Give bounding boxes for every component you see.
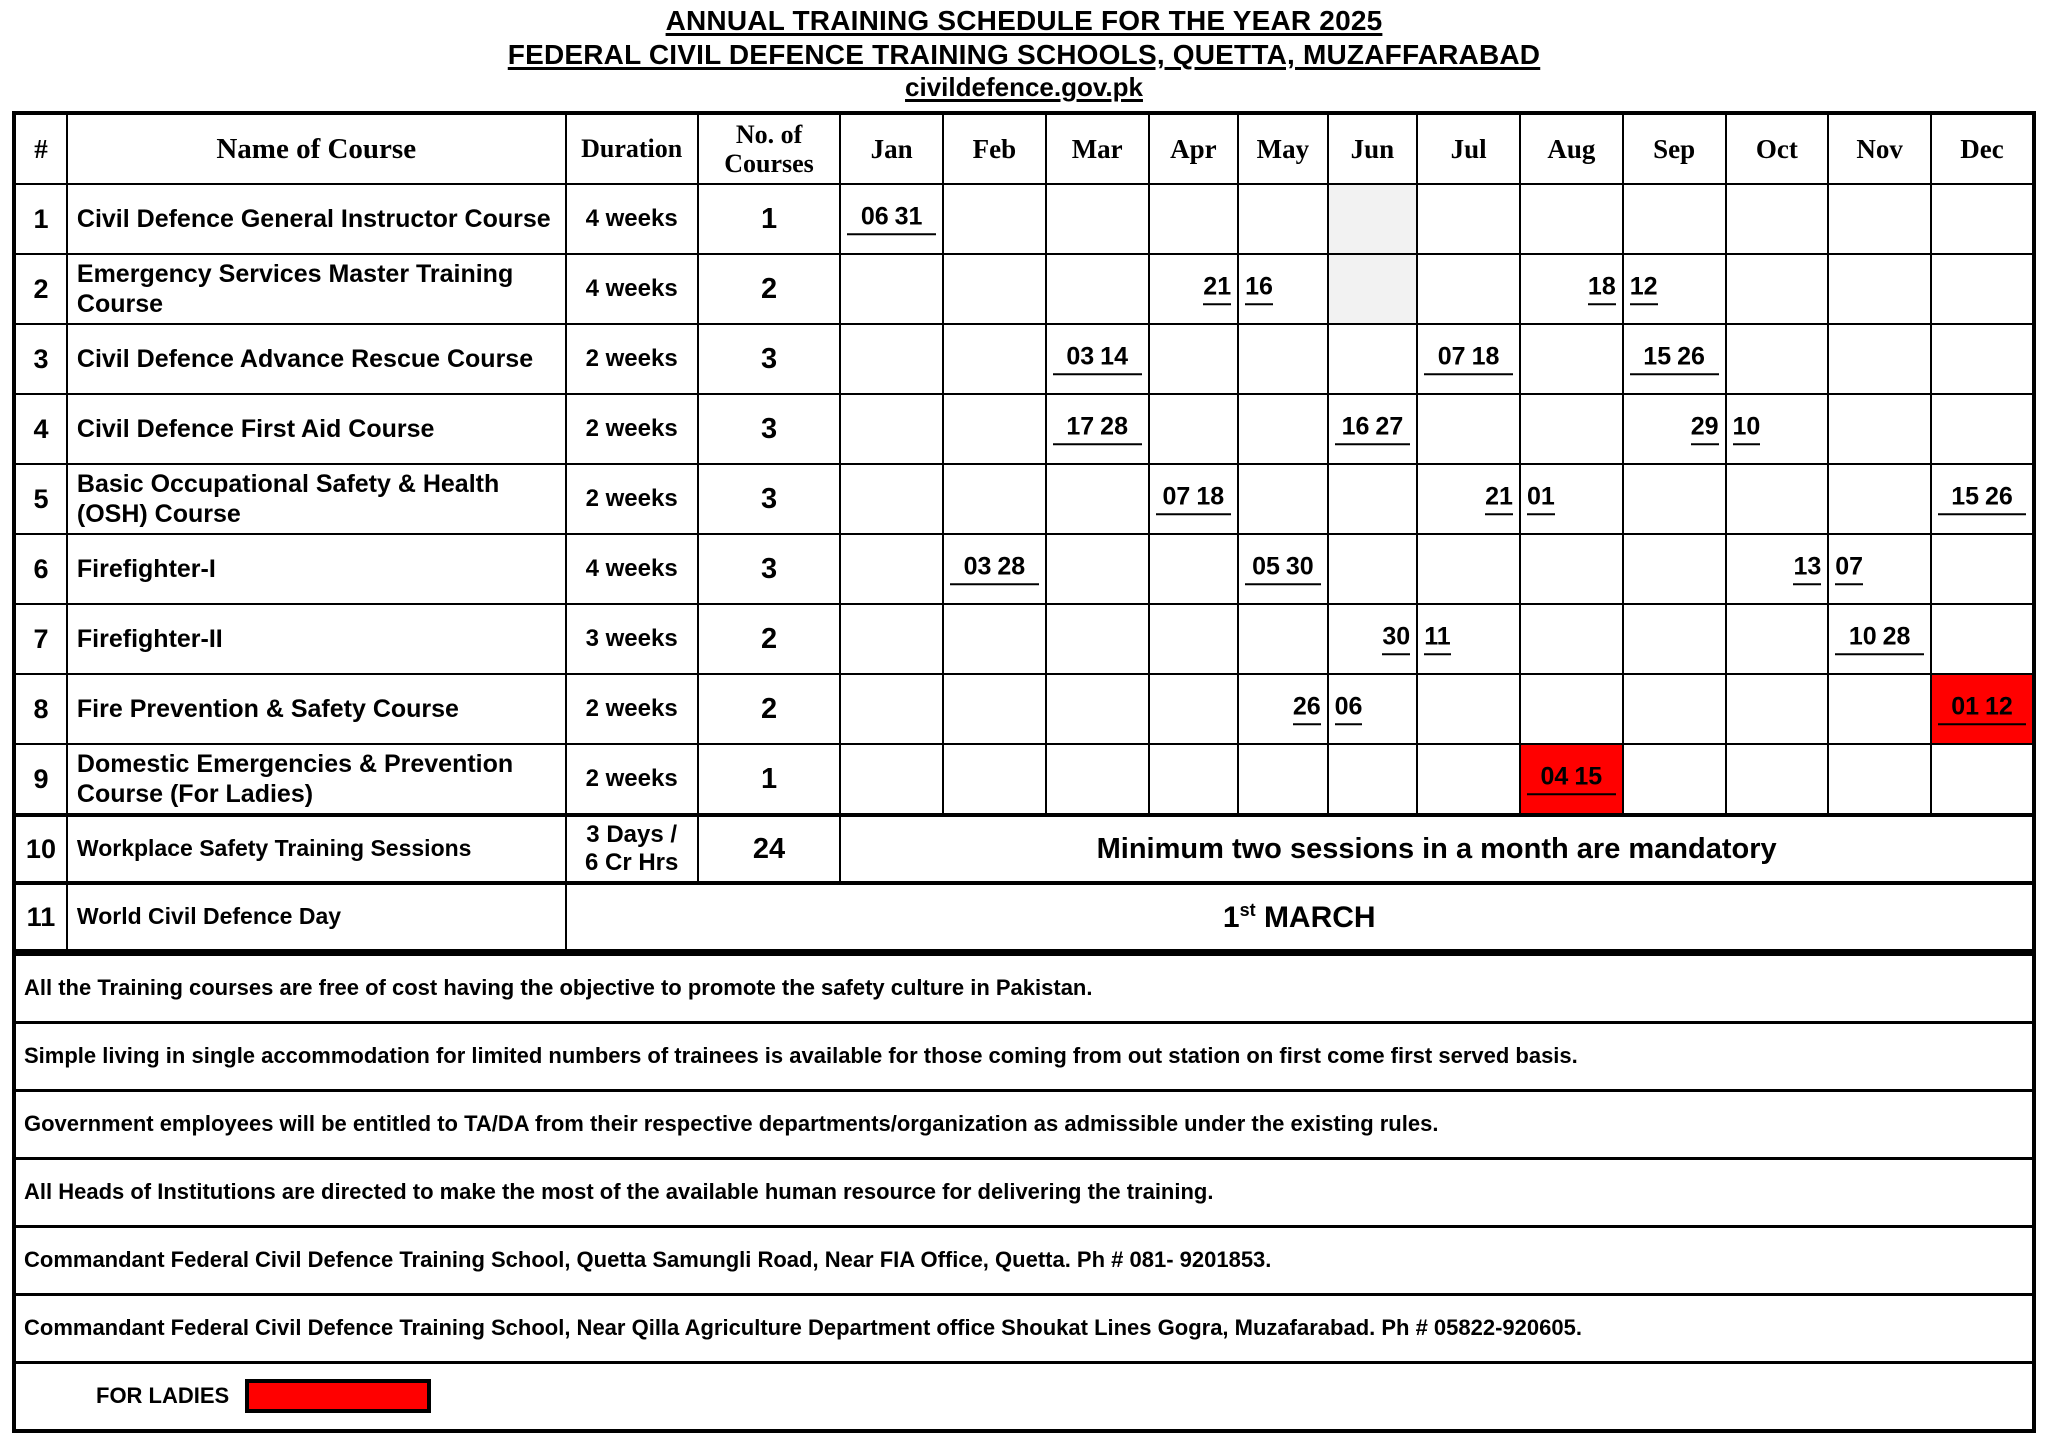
month-cell-apr — [1149, 604, 1239, 674]
header-month-feb: Feb — [943, 113, 1046, 184]
legend-label: FOR LADIES — [96, 1383, 230, 1409]
month-cell-jan — [840, 254, 943, 324]
month-cell-apr — [1149, 184, 1239, 254]
date-mark: 12 — [1630, 273, 1658, 305]
course-duration: 3 weeks — [566, 604, 698, 674]
course-name: Civil Defence Advance Rescue Course — [67, 324, 566, 394]
header-duration: Duration — [566, 113, 698, 184]
month-cell-aug — [1520, 744, 1623, 815]
table-row — [14, 184, 2034, 254]
header-month-dec: Dec — [1931, 113, 2034, 184]
month-cell-oct — [1726, 744, 1829, 815]
month-cell-apr — [1149, 534, 1239, 604]
month-cell-nov — [1828, 534, 1931, 604]
date-mark: 07 18 — [1156, 483, 1232, 515]
note-text: Government employees will be entitled to TA/DA from their respective departments/organization as admissible under the existing rules. — [14, 1091, 2034, 1159]
month-cell-oct — [1726, 184, 1829, 254]
month-cell-jan — [840, 464, 943, 534]
month-cell-aug — [1520, 464, 1623, 534]
month-cell-may — [1238, 394, 1328, 464]
month-cell-mar — [1046, 674, 1149, 744]
note-row — [14, 955, 2034, 1023]
month-cell-may — [1238, 534, 1328, 604]
table-row — [14, 604, 2034, 674]
table-row — [14, 394, 2034, 464]
month-cell-dec — [1931, 604, 2034, 674]
header-month-sep: Sep — [1623, 113, 1726, 184]
month-cell-nov — [1828, 184, 1931, 254]
month-cell-nov — [1828, 674, 1931, 744]
no-of-courses: 1 — [698, 184, 840, 254]
month-cell-nov — [1828, 744, 1931, 815]
document-header — [12, 0, 2036, 104]
row-number: 11 — [14, 883, 67, 951]
table-row — [14, 464, 2034, 534]
month-cell-sep — [1623, 674, 1726, 744]
no-of-courses: 1 — [698, 744, 840, 815]
row-number: 7 — [14, 604, 67, 674]
month-cell-jul — [1417, 464, 1520, 534]
date-mark: 01 — [1527, 483, 1555, 515]
notes-table — [12, 953, 2036, 1433]
date-mark: 15 26 — [1938, 483, 2026, 515]
course-duration: 4 weeks — [566, 184, 698, 254]
note-text: Commandant Federal Civil Defence Training School, Near Qilla Agriculture Department office Shoukat Lines Gogra, Muzafarabad. Ph # 05822-920605. — [14, 1295, 2034, 1363]
date-mark: 18 — [1588, 273, 1616, 305]
month-cell-oct — [1726, 394, 1829, 464]
row-number: 3 — [14, 324, 67, 394]
month-cell-sep — [1623, 394, 1726, 464]
month-cell-jul — [1417, 674, 1520, 744]
workplace-sessions-note: Minimum two sessions in a month are mandatory — [840, 815, 2034, 883]
month-cell-nov — [1828, 394, 1931, 464]
note-row — [14, 1023, 2034, 1091]
row-number: 4 — [14, 394, 67, 464]
month-cell-mar — [1046, 324, 1149, 394]
date-mark: 21 — [1203, 273, 1231, 305]
course-name: Basic Occupational Safety & Health (OSH) Course — [67, 464, 566, 534]
month-cell-jan — [840, 744, 943, 815]
date-mark: 05 30 — [1245, 553, 1321, 585]
month-cell-oct — [1726, 534, 1829, 604]
row-number: 9 — [14, 744, 67, 815]
no-of-courses: 2 — [698, 604, 840, 674]
no-of-courses: 3 — [698, 324, 840, 394]
month-cell-sep — [1623, 254, 1726, 324]
month-cell-oct — [1726, 254, 1829, 324]
month-cell-jun — [1328, 744, 1418, 815]
no-of-courses: 3 — [698, 464, 840, 534]
date-mark: 26 — [1293, 693, 1321, 725]
month-cell-oct — [1726, 604, 1829, 674]
month-cell-dec — [1931, 184, 2034, 254]
month-cell-apr — [1149, 464, 1239, 534]
month-cell-sep — [1623, 464, 1726, 534]
month-cell-oct — [1726, 324, 1829, 394]
month-cell-nov — [1828, 604, 1931, 674]
row-number: 6 — [14, 534, 67, 604]
course-duration: 4 weeks — [566, 534, 698, 604]
month-cell-jan — [840, 604, 943, 674]
month-cell-may — [1238, 674, 1328, 744]
month-cell-jul — [1417, 254, 1520, 324]
month-cell-sep — [1623, 534, 1726, 604]
month-cell-dec — [1931, 254, 2034, 324]
table-row — [14, 324, 2034, 394]
table-row — [14, 254, 2034, 324]
date-mark: 06 — [1335, 693, 1363, 725]
month-cell-oct — [1726, 464, 1829, 534]
row-number: 2 — [14, 254, 67, 324]
row-number: 8 — [14, 674, 67, 744]
month-cell-sep — [1623, 604, 1726, 674]
month-cell-may — [1238, 604, 1328, 674]
month-cell-jun — [1328, 394, 1418, 464]
note-row — [14, 1227, 2034, 1295]
table-row — [14, 534, 2034, 604]
month-cell-jul — [1417, 744, 1520, 815]
month-cell-jan — [840, 324, 943, 394]
month-cell-mar — [1046, 394, 1149, 464]
title-line-2: FEDERAL CIVIL DEFENCE TRAINING SCHOOLS, QUETTA, MUZAFFARABAD — [507, 39, 1541, 71]
row-number: 5 — [14, 464, 67, 534]
table-row — [14, 883, 2034, 951]
month-cell-mar — [1046, 604, 1149, 674]
header-number: # — [14, 113, 67, 184]
month-cell-dec — [1931, 744, 2034, 815]
header-month-may: May — [1238, 113, 1328, 184]
website-url: civildefence.gov.pk — [905, 72, 1143, 103]
header-no-of-courses: No. of Courses — [698, 113, 840, 184]
month-cell-may — [1238, 744, 1328, 815]
month-cell-nov — [1828, 254, 1931, 324]
month-cell-jun — [1328, 254, 1418, 324]
month-cell-jun — [1328, 604, 1418, 674]
course-name: Civil Defence General Instructor Course — [67, 184, 566, 254]
date-mark: 13 — [1793, 553, 1821, 585]
course-duration: 2 weeks — [566, 674, 698, 744]
course-name: Workplace Safety Training Sessions — [67, 815, 566, 883]
header-month-mar: Mar — [1046, 113, 1149, 184]
month-cell-sep — [1623, 184, 1726, 254]
month-cell-feb — [943, 254, 1046, 324]
month-cell-jan — [840, 394, 943, 464]
month-cell-feb — [943, 744, 1046, 815]
note-row — [14, 1091, 2034, 1159]
course-name: Firefighter-I — [67, 534, 566, 604]
date-mark: 04 15 — [1527, 763, 1616, 795]
header-course-name: Name of Course — [67, 113, 566, 184]
date-mark: 15 26 — [1630, 343, 1719, 375]
header-month-apr: Apr — [1149, 113, 1239, 184]
month-cell-may — [1238, 324, 1328, 394]
month-cell-aug — [1520, 394, 1623, 464]
month-cell-sep — [1623, 744, 1726, 815]
legend-row — [14, 1363, 2034, 1431]
month-cell-jan — [840, 184, 943, 254]
month-cell-jun — [1328, 184, 1418, 254]
date-mark: 16 — [1245, 273, 1273, 305]
training-schedule-table — [12, 111, 2036, 953]
date-mark: 11 — [1424, 623, 1450, 655]
month-cell-apr — [1149, 324, 1239, 394]
course-name: Fire Prevention & Safety Course — [67, 674, 566, 744]
month-cell-aug — [1520, 604, 1623, 674]
month-cell-jul — [1417, 184, 1520, 254]
month-cell-aug — [1520, 184, 1623, 254]
date-mark: 30 — [1382, 623, 1410, 655]
course-name: Civil Defence First Aid Course — [67, 394, 566, 464]
no-of-courses: 2 — [698, 254, 840, 324]
note-text: All Heads of Institutions are directed to make the most of the available human resource for delivering the training. — [14, 1159, 2034, 1227]
no-of-courses: 24 — [698, 815, 840, 883]
date-mark: 01 12 — [1938, 693, 2026, 725]
date-mark: 29 — [1691, 413, 1719, 445]
legend-red-swatch — [245, 1379, 431, 1413]
month-cell-mar — [1046, 254, 1149, 324]
month-cell-feb — [943, 604, 1046, 674]
month-cell-may — [1238, 254, 1328, 324]
month-cell-dec — [1931, 464, 2034, 534]
month-cell-feb — [943, 464, 1046, 534]
month-cell-may — [1238, 184, 1328, 254]
month-cell-jun — [1328, 324, 1418, 394]
table-row — [14, 674, 2034, 744]
row-number: 1 — [14, 184, 67, 254]
month-cell-dec — [1931, 394, 2034, 464]
date-mark: 03 28 — [950, 553, 1039, 585]
month-cell-dec — [1931, 674, 2034, 744]
date-mark: 10 28 — [1835, 623, 1924, 655]
no-of-courses: 3 — [698, 394, 840, 464]
notes-body — [14, 955, 2034, 1431]
month-cell-may — [1238, 464, 1328, 534]
table-row — [14, 815, 2034, 883]
month-cell-jan — [840, 534, 943, 604]
header-month-jan: Jan — [840, 113, 943, 184]
no-of-courses: 3 — [698, 534, 840, 604]
month-cell-aug — [1520, 324, 1623, 394]
date-mark: 16 27 — [1335, 413, 1411, 445]
month-cell-nov — [1828, 324, 1931, 394]
header-month-aug: Aug — [1520, 113, 1623, 184]
date-mark: 03 14 — [1053, 343, 1142, 375]
month-cell-jul — [1417, 324, 1520, 394]
month-cell-feb — [943, 674, 1046, 744]
month-cell-feb — [943, 324, 1046, 394]
header-month-nov: Nov — [1828, 113, 1931, 184]
month-cell-jul — [1417, 604, 1520, 674]
month-cell-apr — [1149, 394, 1239, 464]
month-cell-feb — [943, 534, 1046, 604]
month-cell-feb — [943, 184, 1046, 254]
note-text: Commandant Federal Civil Defence Training School, Quetta Samungli Road, Near FIA Office, Quetta. Ph # 081- 9201853. — [14, 1227, 2034, 1295]
no-of-courses: 2 — [698, 674, 840, 744]
month-cell-nov — [1828, 464, 1931, 534]
month-cell-dec — [1931, 324, 2034, 394]
legend-cell — [14, 1363, 2034, 1431]
month-cell-dec — [1931, 534, 2034, 604]
note-text: Simple living in single accommodation for limited numbers of trainees is available for those coming from out station on first come first served basis. — [14, 1023, 2034, 1091]
date-mark: 07 18 — [1424, 343, 1513, 375]
table-header-row — [14, 113, 2034, 184]
course-name: World Civil Defence Day — [67, 883, 566, 951]
note-row — [14, 1295, 2034, 1363]
header-month-jun: Jun — [1328, 113, 1418, 184]
course-duration: 2 weeks — [566, 394, 698, 464]
course-duration: 2 weeks — [566, 324, 698, 394]
course-name: Domestic Emergencies & Prevention Course (For Ladies) — [67, 744, 566, 815]
month-cell-jul — [1417, 394, 1520, 464]
date-mark: 06 31 — [847, 203, 936, 235]
month-cell-jun — [1328, 674, 1418, 744]
month-cell-mar — [1046, 534, 1149, 604]
date-mark: 10 — [1733, 413, 1761, 445]
month-cell-jul — [1417, 534, 1520, 604]
date-mark: 21 — [1485, 483, 1513, 515]
header-month-jul: Jul — [1417, 113, 1520, 184]
month-cell-aug — [1520, 674, 1623, 744]
month-cell-oct — [1726, 674, 1829, 744]
course-duration: 3 Days / 6 Cr Hrs — [566, 815, 698, 883]
table-row — [14, 744, 2034, 815]
month-cell-apr — [1149, 254, 1239, 324]
month-cell-apr — [1149, 744, 1239, 815]
month-cell-jun — [1328, 464, 1418, 534]
note-text: All the Training courses are free of cost having the objective to promote the safety culture in Pakistan. — [14, 955, 2034, 1023]
title-line-1: ANNUAL TRAINING SCHEDULE FOR THE YEAR 2025 — [665, 5, 1383, 36]
course-name: Emergency Services Master Training Course — [67, 254, 566, 324]
month-cell-aug — [1520, 534, 1623, 604]
month-cell-mar — [1046, 464, 1149, 534]
course-duration: 2 weeks — [566, 464, 698, 534]
month-cell-feb — [943, 394, 1046, 464]
month-cell-jan — [840, 674, 943, 744]
month-cell-sep — [1623, 324, 1726, 394]
date-mark: 07 — [1835, 553, 1863, 585]
course-name: Firefighter-II — [67, 604, 566, 674]
table-body — [14, 184, 2034, 951]
world-civil-defence-day-value: 1st MARCH — [566, 883, 2034, 951]
month-cell-mar — [1046, 184, 1149, 254]
row-number: 10 — [14, 815, 67, 883]
month-cell-mar — [1046, 744, 1149, 815]
course-duration: 4 weeks — [566, 254, 698, 324]
date-mark: 17 28 — [1053, 413, 1142, 445]
month-cell-jun — [1328, 534, 1418, 604]
month-cell-apr — [1149, 674, 1239, 744]
header-month-oct: Oct — [1726, 113, 1829, 184]
note-row — [14, 1159, 2034, 1227]
month-cell-aug — [1520, 254, 1623, 324]
course-duration: 2 weeks — [566, 744, 698, 815]
